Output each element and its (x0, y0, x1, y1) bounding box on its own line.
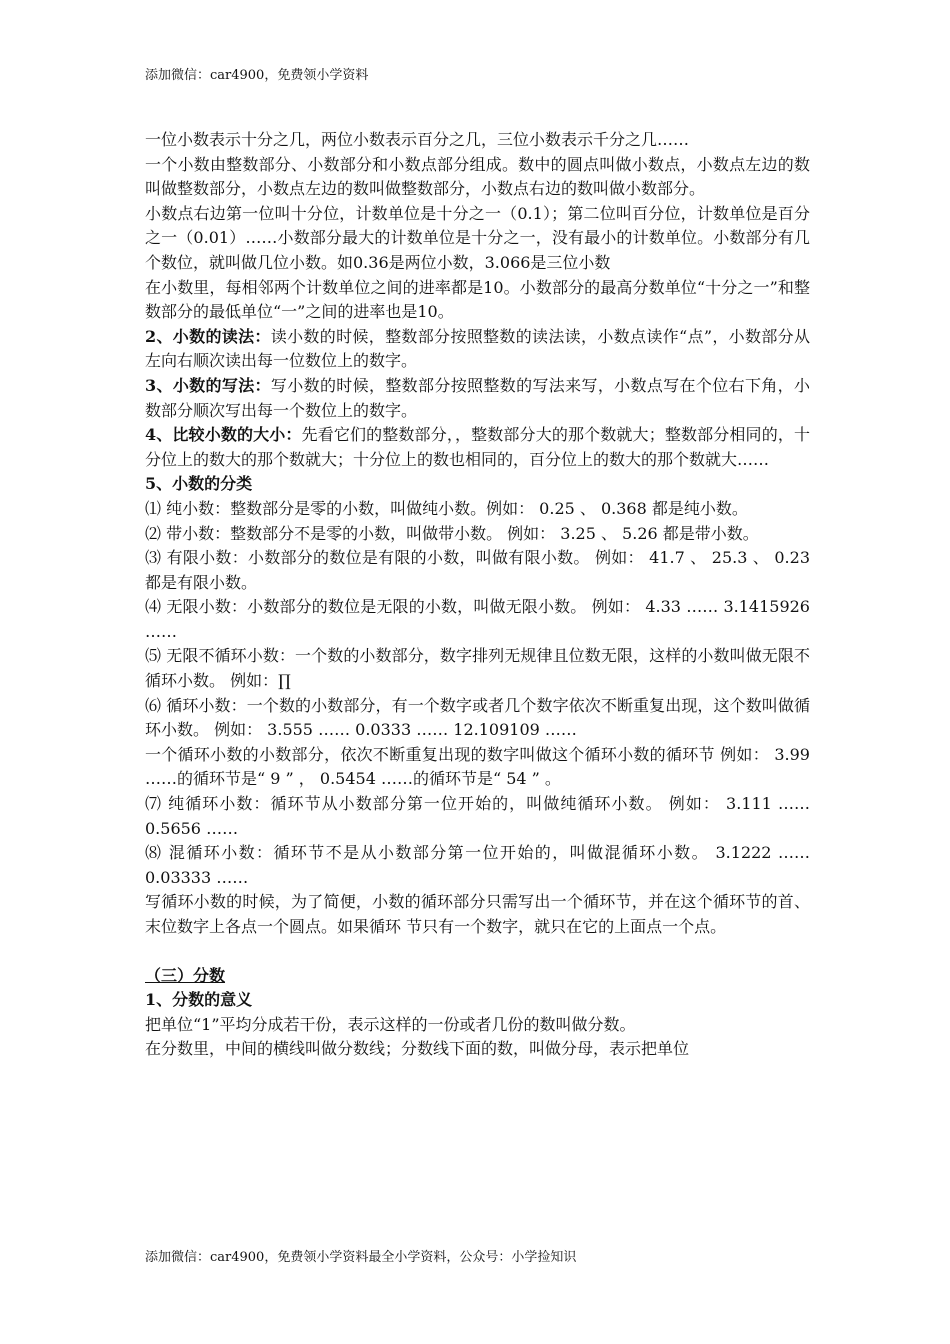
section-text: 先看它们的整数部分，，整数部分大的那个数就大；整数部分相同的，十分位上的数大的那个数就大；十分位上的数也相同的，百分位上的数大的那个数就大…… (145, 425, 810, 469)
section-writing (145, 374, 810, 423)
chapter-title: （三）分数 (145, 965, 226, 985)
section-title: 2、小数的读法： (145, 326, 271, 346)
paragraph: 一个循环小数的小数部分，依次不断重复出现的数字叫做这个循环小数的循环节 例如： 3.99 ……的循环节是“ 9 ” ， 0.5454 ……的循环节是“ 54 ” 。 (145, 744, 810, 789)
section-text: 读小数的时候，整数部分按照整数的读法读，小数点读作“点”，小数部分从左向右顺次读出每一位数位上的数字。 (145, 326, 810, 371)
list-item: ⑷ 无限小数：小数部分的数位是无限的小数，叫做无限小数。 例如： 4.33 …… 3.1415926 …… (145, 597, 810, 641)
list-item: ⑹ 循环小数：一个数的小数部分，有一个数字或者几个数字依次不断重复出现，这个数叫做循环小数。 例如： 3.555 …… 0.0333 …… 12.109109 …… (145, 695, 810, 740)
paragraph: 把单位“1”平均分成若干份，表示这样的一份或者几份的数叫做分数。 (145, 1014, 636, 1034)
document-body (145, 128, 810, 1062)
list-item: ⑺ 纯循环小数：循环节从小数部分第一位开始的，叫做纯循环小数。 例如： 3.111 …… 0.5656 …… (145, 794, 810, 838)
page-header: 添加微信：car4900，免费领小学资料 (145, 68, 369, 83)
section-compare (145, 423, 810, 472)
section-text: 写小数的时候，整数部分按照整数的写法来写，小数点写在个位右下角，小数部分顺次写出每一个数位上的数字。 (145, 375, 810, 420)
paragraph: 写循环小数的时候，为了简便，小数的循环部分只需写出一个循环节，并在这个循环节的首、末位数字上各点一个圆点。如果循环 节只有一个数字，就只在它的上面点一个点。 (145, 892, 810, 936)
section-reading (145, 325, 810, 374)
section-title: 4、比较小数的大小： (145, 425, 302, 445)
list-item: ⑴ 纯小数：整数部分是零的小数，叫做纯小数。例如： 0.25 、 0.368 都是纯小数。 (145, 498, 748, 518)
paragraph: 小数点右边第一位叫十分位，计数单位是十分之一（0.1）；第二位叫百分位，计数单位是百分之一（0.01）……小数部分最大的计数单位是十分之一，没有最小的计数单位。小数部分有几个数位，就叫做几位小数。如0.36是两位小数，3.066是三位小数 (145, 203, 810, 272)
list-item: ⑶ 有限小数：小数部分的数位是有限的小数，叫做有限小数。 例如： 41.7 、 25.3 、 0.23 都是有限小数。 (145, 548, 810, 592)
list-item: ⑻ 混循环小数：循环节不是从小数部分第一位开始的，叫做混循环小数。 3.1222 …… 0.03333 …… (145, 843, 810, 887)
paragraph: 在小数里，每相邻两个计数单位之间的进率都是10。小数部分的最高分数单位“十分之一”和整数部分的最低单位“一”之间的进率也是10。 (145, 277, 810, 322)
paragraph: 在分数里，中间的横线叫做分数线；分数线下面的数，叫做分母，表示把单位 (145, 1039, 690, 1059)
list-item: ⑸ 无限不循环小数：一个数的小数部分，数字排列无规律且位数无限，这样的小数叫做无限不循环小数。 例如：∏ (145, 646, 810, 691)
spacer (145, 940, 810, 964)
paragraph: 一位小数表示十分之几，两位小数表示百分之几，三位小数表示千分之几…… (145, 130, 690, 149)
list-item: ⑵ 带小数：整数部分不是零的小数，叫做带小数。 例如： 3.25 、 5.26 都是带小数。 (145, 523, 759, 543)
paragraph: 一个小数由整数部分、小数部分和小数点部分组成。数中的圆点叫做小数点，小数点左边的数叫做整数部分，小数点左边的数叫做整数部分，小数点右边的数叫做小数部分。 (145, 154, 810, 199)
section-classification-title: 5、小数的分类 (145, 474, 253, 494)
section-title: 3、小数的写法： (145, 375, 271, 395)
section-title: 1、分数的意义 (145, 990, 253, 1010)
page-footer: 添加微信：car4900，免费领小学资料最全小学资料，公众号：小学捡知识 (145, 1250, 577, 1265)
